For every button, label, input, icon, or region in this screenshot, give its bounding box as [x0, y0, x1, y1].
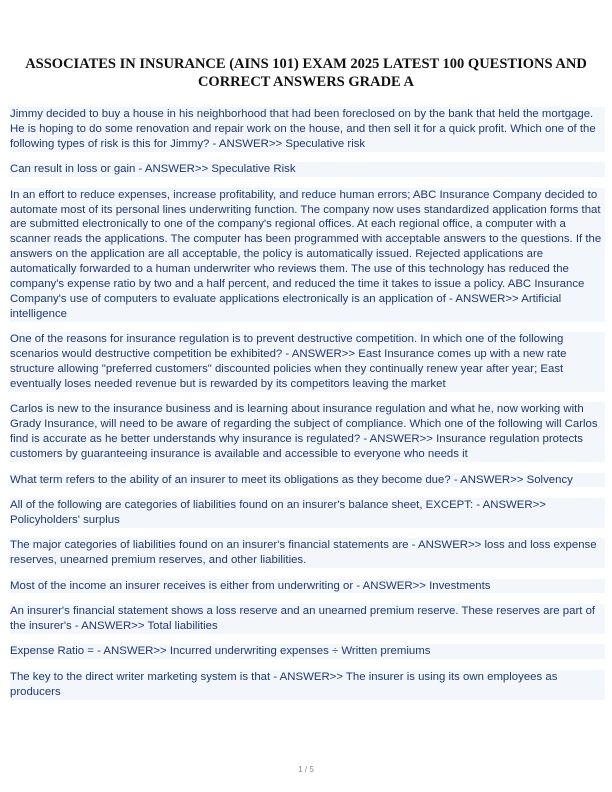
qa-item: What term refers to the ability of an insurer to meet its obligations as they become due? - ANSWER>> Solvency	[10, 473, 605, 488]
qa-list	[10, 107, 605, 710]
title-line-1: ASSOCIATES IN INSURANCE (AINS 101) EXAM 2025 LATEST 100 QUESTIONS AND	[25, 56, 587, 72]
page-number: 1 / 5	[298, 765, 314, 774]
qa-item: Most of the income an insurer receives is either from underwriting or - ANSWER>> Investments	[10, 579, 605, 594]
qa-item: The major categories of liabilities found on an insurer's financial statements are - ANSWER>> loss and loss expense reserves, unearned premium reserves, and other liabilities.	[10, 538, 605, 568]
qa-item: One of the reasons for insurance regulation is to prevent destructive competition. In which one of the following scenarios would destructive competition be exhibited? - ANSWER>> East Insurance comes up with a new rate structure allowing "preferred customers" discounted policies when they continually renew year after year; East eventually loses needed revenue but is rewarded by its competitors leaving the market	[10, 332, 605, 392]
qa-item: Expense Ratio = - ANSWER>> Incurred underwriting expenses ÷ Written premiums	[10, 644, 605, 659]
document-title	[20, 55, 592, 91]
qa-item: Carlos is new to the insurance business and is learning about insurance regulation and what he, now working with Grady Insurance, will need to be aware of regarding the subject of compliance. Which one of the following will Carlos find is accurate as he better understands why insurance is regulated? - ANSWER>> Insurance regulation protects customers by guaranteeing insurance is available and accessible to everyone who needs it	[10, 402, 605, 462]
qa-item: Jimmy decided to buy a house in his neighborhood that had been foreclosed on by the bank that held the mortgage. He is hoping to do some renovation and repair work on the house, and then sell it for a quick profit. Which one of the following types of risk is this for Jimmy? - ANSWER>> Speculative risk	[10, 107, 605, 152]
qa-item: All of the following are categories of liabilities found on an insurer's balance sheet, EXCEPT: - ANSWER>> Policyholders' surplus	[10, 498, 605, 528]
qa-item: Can result in loss or gain - ANSWER>> Speculative Risk	[10, 162, 605, 177]
qa-item: An insurer's financial statement shows a loss reserve and an unearned premium reserve. These reserves are part of the insurer's - ANSWER>> Total liabilities	[10, 604, 605, 634]
qa-item: The key to the direct writer marketing system is that - ANSWER>> The insurer is using its own employees as producers	[10, 670, 605, 700]
qa-item: In an effort to reduce expenses, increase profitability, and reduce human errors; ABC Insurance Company decided to automate most of its personal lines underwriting function. The company now uses standardized application forms that are submitted electronically to one of the company's regional offices. At each regional office, a computer with a scanner reads the applications. The computer has been programmed with acceptable answers to the questions. If the answers on the application are all acceptable, the policy is automatically issued. Rejected applications are automatically forwarded to a human underwriter who reviews them. The use of this technology has reduced the company's expense ratio by two and a half percent, and reduced the time it takes to issue a policy. ABC Insurance Company's use of computers to evaluate applications electronically is an application of - ANSWER>> Artificial intelligence	[10, 188, 605, 322]
title-line-2: CORRECT ANSWERS GRADE A	[197, 74, 415, 90]
